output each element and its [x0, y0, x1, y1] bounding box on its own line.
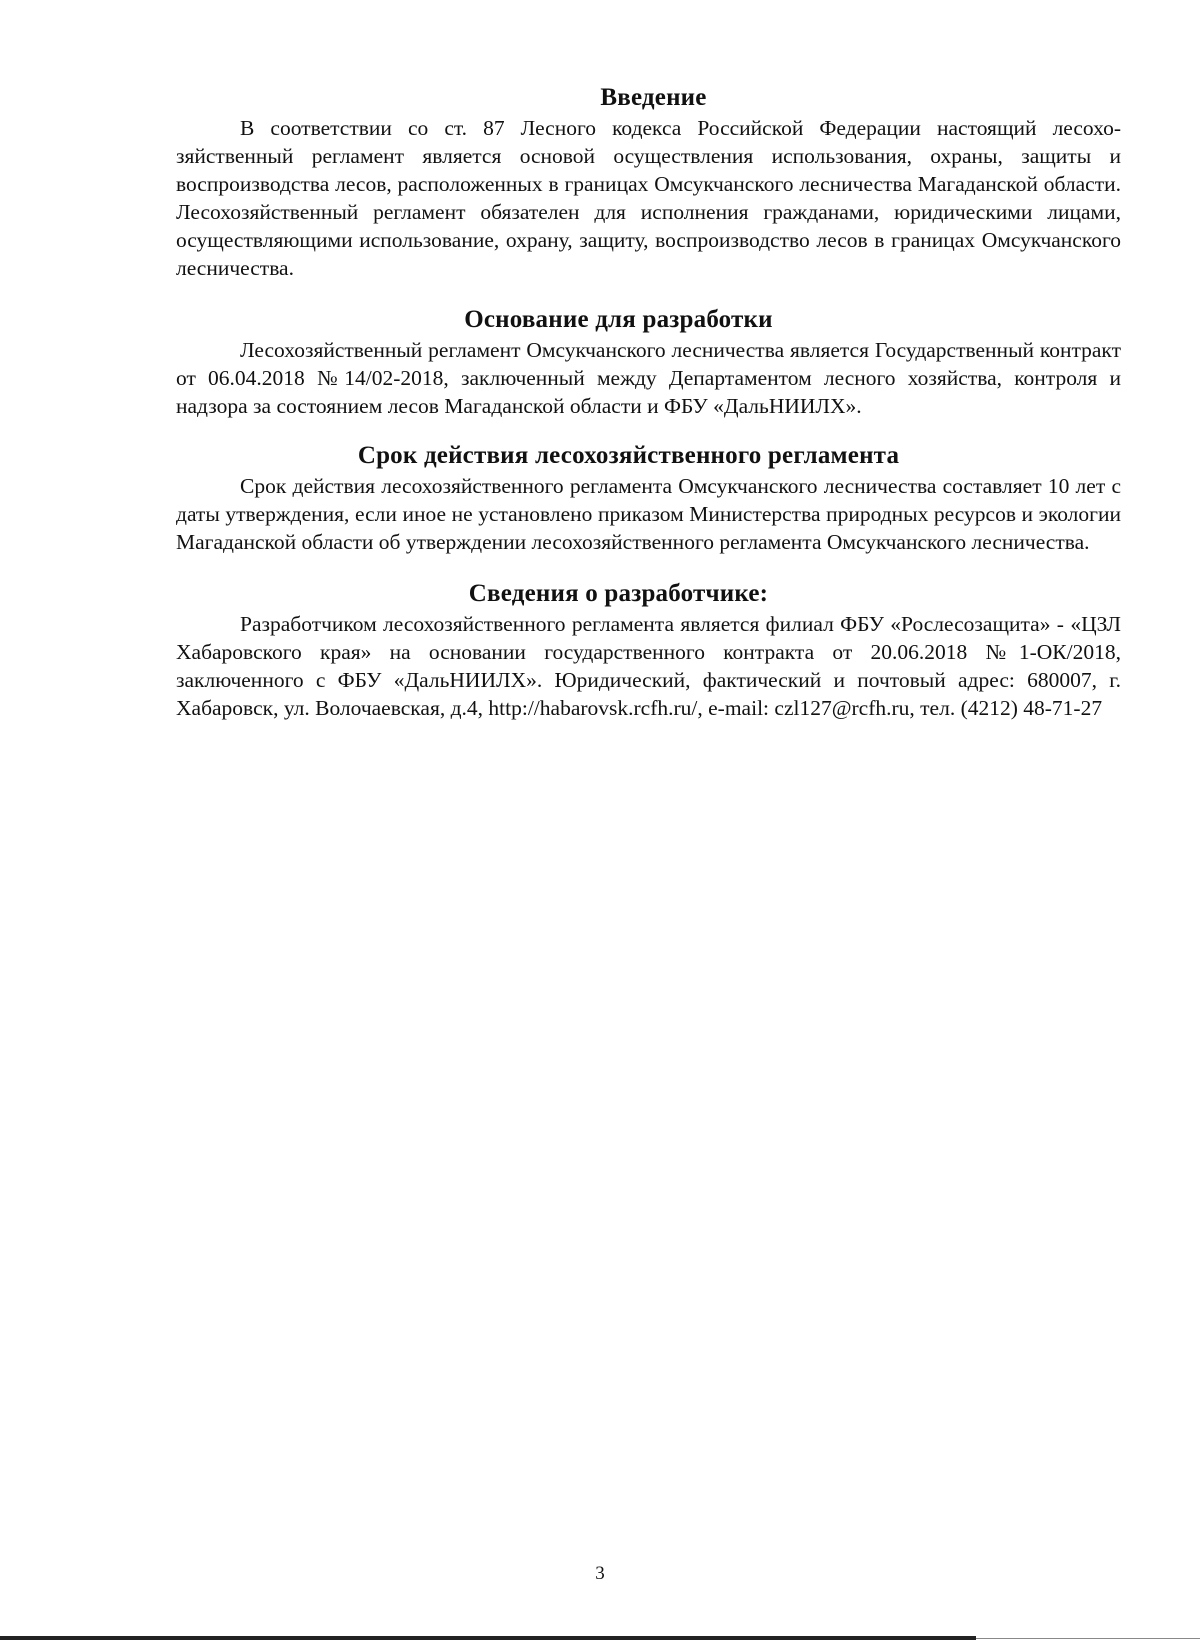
- section-title-validity-period: Срок действия лесохозяйственного регламента: [357, 442, 900, 469]
- section-validity-period: [176, 440, 1121, 556]
- section-title-basis: Основание для разработки: [464, 306, 773, 333]
- section-basis: [176, 304, 1121, 420]
- section-title-introduction: Введение: [600, 84, 707, 111]
- section-introduction: [176, 82, 1121, 282]
- section-title-developer-info: Сведения о разработчике:: [468, 580, 769, 607]
- page-number: 3: [595, 1563, 605, 1584]
- section-text-basis: Лесохозяйственный регламент Омсукчанского лесничества является Государственный контракт от 06.04.2018 №14/02-2018, заключенный между Департаментом лесного хозяйства, контроля и надзора за состоянием лесов Магаданской области и ФБУ «ДальНИИЛХ».: [176, 338, 1121, 418]
- section-text-validity-period: Срок действия лесохозяйственного регламента Омсукчанского лесничества составляет 10 лет с даты утверждения, если иное не установлено приказом Министерства природных ресурсов и экологии Магаданской области об утверждении лесохозяйственного регламента Омсукчанского лесничества.: [176, 474, 1121, 554]
- section-text-introduction: В соответствии со ст. 87 Лесного кодекса Российской Федерации настоящий лесохозяйственный регламент является основой осуществления использования, охраны, защиты и воспроизводства лесов, расположенных в границах Омсукчанского лесничества Магаданской области. Лесохозяйственный регламент обязателен для исполнения гражданами, юридическими лицами, осуществляющими использование, охрану, защиту, воспроизводство лесов в границах Омсукчанского лесничества.: [176, 116, 1121, 280]
- page-content: [176, 82, 1121, 722]
- section-developer-info: [176, 578, 1121, 722]
- section-text-developer-info: Разработчиком лесохозяйственного регламента является филиал ФБУ «Рослесозащита» - «ЦЗЛ Хабаровского края» на основании государственного контракта от 20.06.2018 №1-ОК/2018, заключенного с ФБУ «ДальНИИЛХ». Юридический, фактический и почтовый адрес: 680007, г. Хабаровск, ул. Волочаевская, д.4, http://habarovsk.rcfh.ru/, e-mail: czl127@rcfh.ru, тел. (4212) 48-71-27: [176, 612, 1121, 720]
- scan-edge-line-faint: [976, 1638, 1200, 1639]
- scan-edge-line: [0, 1636, 976, 1640]
